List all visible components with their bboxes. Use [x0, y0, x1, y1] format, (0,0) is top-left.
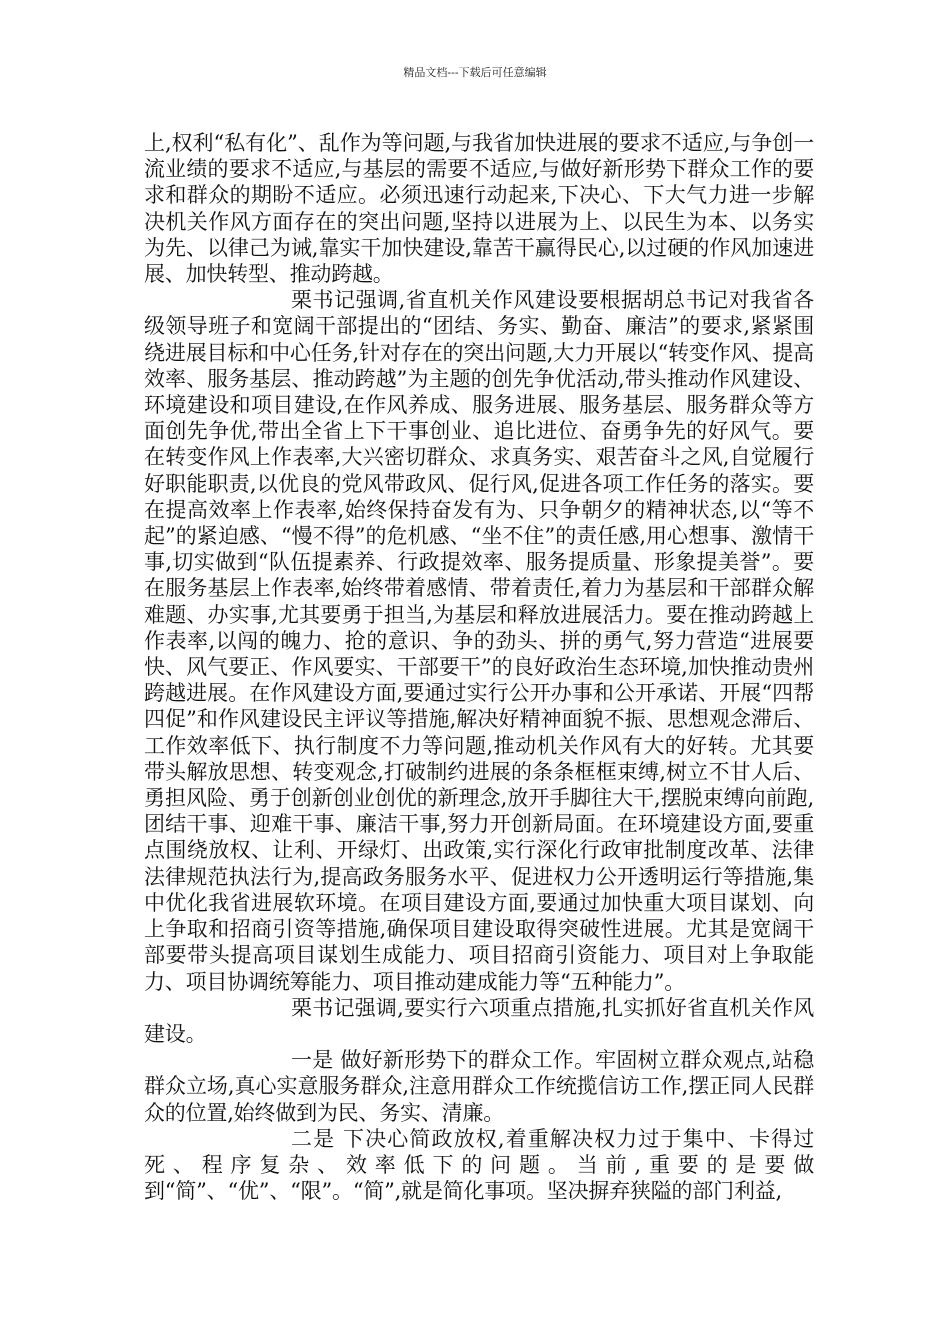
paragraph-3: 栗书记强调,要实行六项重点措施,扎实抓好省直机关作风建设。 — [144, 995, 814, 1046]
paragraph-5: 二是 下决心简政放权,着重解决权力过于集中、卡得过死、程序复杂、效率低下的问题。当前,重要的是要做到“简”、“优”、“限”。“简”,就是简化事项。坚决摒弃狭隘的部门利益, — [144, 1126, 814, 1204]
document-body — [144, 130, 814, 1204]
paragraph-4: 一是 做好新形势下的群众工作。牢固树立群众观点,站稳群众立场,真心实意服务群众,注意用群众工作统揽信访工作,摆正同人民群众的位置,始终做到为民、务实、清廉。 — [144, 1048, 814, 1125]
paragraph-2: 栗书记强调,省直机关作风建设要根据胡总书记对我省各级领导班子和宽阔干部提出的“团结、务实、勤奋、廉洁”的要求,紧紧围绕进展目标和中心任务,针对存在的突出问题,大力开展以“转变作风、提高效率、服务基层、推动跨越”为主题的创先争优活动,带头推动作风建设、环境建设和项目建设,在作风养成、服务进展、服务基层、服务群众等方面创先争优,带出全省上下干事创业、追比进位、奋勇争先的好风气。要在转变作风上作表率,大兴密切群众、求真务实、艰苦奋斗之风,自觉履行好职能职责,以优良的党风带政风、促行风,促进各项工作任务的落实。要在提高效率上作表率,始终保持奋发有为、只争朝夕的精神状态,以“等不起”的紧迫感、“慢不得”的危机感、“坐不住”的责任感,用心想事、激情干事,切实做到“队伍提素养、行政提效率、服务提质量、形象提美誉”。要在服务基层上作表率,始终带着感情、带着责任,着力为基层和干部群众解难题、办实事,尤其要勇于担当,为基层和释放进展活力。要在推动跨越上作表率,以闯的魄力、抢的意识、争的劲头、拼的勇气,努力营造“进展要快、风气要正、作风要实、干部要干”的良好政治生态环境,加快推动贵州跨越进展。在作风建设方面,要通过实行公开办事和公开承诺、开展“四帮四促”和作风建设民主评议等措施,解决好精神面貌不振、思想观念滞后、工作效率低下、执行制度不力等问题,推动机关作风有大的好转。尤其要带头解放思想、转变观念,打破制约进展的条条框框束缚,树立不甘人后、勇担风险、勇于创新创业创优的新理念,放开手脚往大干,摆脱束缚向前跑,团结干事、迎难干事、廉洁干事,努力开创新局面。在环境建设方面,要重点围绕放权、让利、开绿灯、出政策,实行深化行政审批制度改革、法律法律规范执法行为,提高政务服务水平、促进权力公开透明运行等措施,集中优化我省进展软环境。在项目建设方面,要通过加快重大项目谋划、向上争取和招商引资等措施,确保项目建设取得突破性进展。尤其是宽阔干部要带头提高项目谋划生成能力、项目招商引资能力、项目对上争取能力、项目协调统筹能力、项目推动建成能力等“五种能力”。 — [144, 288, 814, 994]
page-header: 精品文档---下载后可任意编辑 — [403, 66, 547, 79]
paragraph-1: 上,权利“私有化”、乱作为等问题,与我省加快进展的要求不适应,与争创一流业绩的要求不适应,与基层的需要不适应,与做好新形势下群众工作的要求和群众的期盼不适应。必须迅速行动起来,下决心、下大气力进一步解决机关作风方面存在的突出问题,坚持以进展为上、以民生为本、以务实为先、以律己为诫,靠实干加快建设,靠苦干赢得民心,以过硬的作风加速进展、加快转型、推动跨越。 — [144, 131, 814, 287]
